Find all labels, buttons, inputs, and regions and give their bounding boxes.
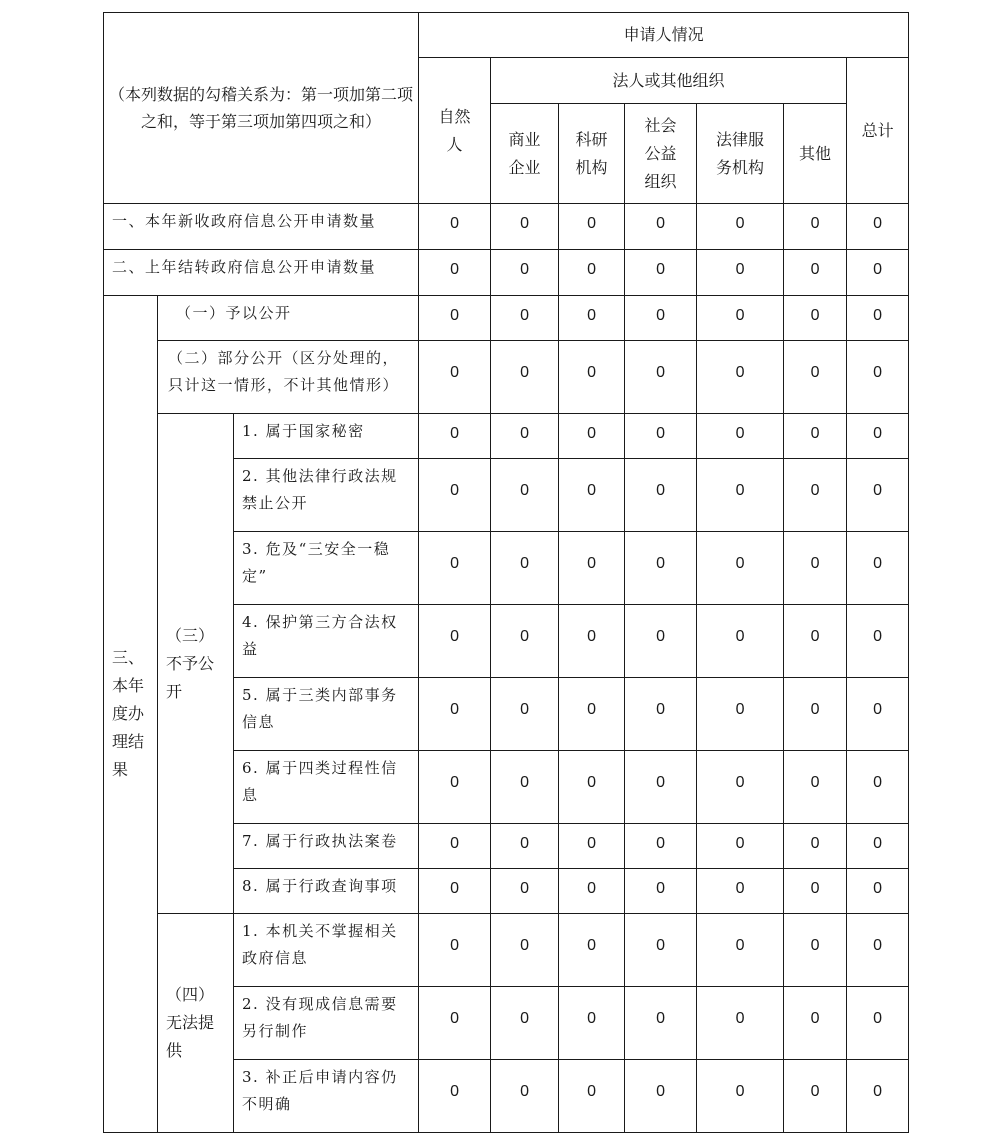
row-label: 二、上年结转政府信息公开申请数量 — [104, 250, 419, 296]
cell-other: 0 — [784, 605, 847, 678]
cell-social-welfare: 0 — [625, 987, 697, 1060]
social-welfare-org-label: 社会公益组织 — [644, 115, 677, 191]
cell-social-welfare: 0 — [625, 605, 697, 678]
cell-other: 0 — [784, 1060, 847, 1133]
cell-legal-service: 0 — [697, 532, 784, 605]
cell-social-welfare: 0 — [625, 296, 697, 341]
natural-person-label: 自然人 — [438, 106, 471, 154]
cell-total: 0 — [847, 605, 909, 678]
group-3-label — [158, 414, 234, 914]
cell-commercial: 0 — [491, 678, 559, 751]
row-label: 3. 补正后申请内容仍不明确 — [234, 1060, 419, 1133]
row-label: 6. 属于四类过程性信息 — [234, 751, 419, 824]
table-row — [104, 414, 909, 459]
cell-commercial: 0 — [491, 296, 559, 341]
cell-natural-person: 0 — [419, 459, 491, 532]
cell-social-welfare: 0 — [625, 532, 697, 605]
row-label: 1. 属于国家秘密 — [234, 414, 419, 459]
cell-natural-person: 0 — [419, 678, 491, 751]
cell-natural-person: 0 — [419, 869, 491, 914]
cell-other: 0 — [784, 824, 847, 869]
cell-social-welfare: 0 — [625, 459, 697, 532]
cell-commercial: 0 — [491, 532, 559, 605]
cell-other: 0 — [784, 341, 847, 414]
cell-research: 0 — [559, 296, 625, 341]
social-welfare-org-header — [625, 104, 697, 204]
cell-total: 0 — [847, 678, 909, 751]
cell-other: 0 — [784, 204, 847, 250]
row-label: 8. 属于行政查询事项 — [234, 869, 419, 914]
cell-research: 0 — [559, 1060, 625, 1133]
cell-commercial: 0 — [491, 605, 559, 678]
row-label: （二）部分公开（区分处理的，只计这一情形，不计其他情形） — [158, 341, 419, 414]
natural-person-header — [419, 58, 491, 204]
cell-commercial: 0 — [491, 459, 559, 532]
table-row — [104, 250, 909, 296]
cell-research: 0 — [559, 605, 625, 678]
cell-legal-service: 0 — [697, 914, 784, 987]
table-row — [104, 204, 909, 250]
cell-natural-person: 0 — [419, 296, 491, 341]
cell-total: 0 — [847, 869, 909, 914]
cell-natural-person: 0 — [419, 204, 491, 250]
cell-total: 0 — [847, 414, 909, 459]
cell-total: 0 — [847, 204, 909, 250]
cell-natural-person: 0 — [419, 605, 491, 678]
commercial-enterprise-label: 商业企业 — [508, 129, 541, 177]
cell-research: 0 — [559, 869, 625, 914]
cell-legal-service: 0 — [697, 605, 784, 678]
cell-other: 0 — [784, 678, 847, 751]
group-3-text: （三）不予公开 — [166, 625, 215, 701]
cell-other: 0 — [784, 869, 847, 914]
cell-commercial: 0 — [491, 824, 559, 869]
cell-natural-person: 0 — [419, 824, 491, 869]
cell-natural-person: 0 — [419, 751, 491, 824]
group-4-text: （四）无法提供 — [166, 985, 215, 1060]
cell-social-welfare: 0 — [625, 751, 697, 824]
cell-research: 0 — [559, 459, 625, 532]
cell-legal-service: 0 — [697, 414, 784, 459]
cell-other: 0 — [784, 296, 847, 341]
cell-legal-service: 0 — [697, 869, 784, 914]
cell-legal-service: 0 — [697, 987, 784, 1060]
cell-social-welfare: 0 — [625, 914, 697, 987]
column-note: （本列数据的勾稽关系为：第一项加第二项之和，等于第三项加第四项之和） — [104, 13, 419, 204]
table-row — [104, 914, 909, 987]
cell-research: 0 — [559, 204, 625, 250]
row-label: 2. 其他法律行政法规禁止公开 — [234, 459, 419, 532]
section-3-label — [104, 296, 158, 1133]
cell-social-welfare: 0 — [625, 869, 697, 914]
cell-commercial: 0 — [491, 987, 559, 1060]
cell-legal-service: 0 — [697, 341, 784, 414]
cell-legal-service: 0 — [697, 250, 784, 296]
other-header: 其他 — [784, 104, 847, 204]
row-label: 7. 属于行政执法案卷 — [234, 824, 419, 869]
cell-research: 0 — [559, 751, 625, 824]
cell-total: 0 — [847, 532, 909, 605]
cell-commercial: 0 — [491, 869, 559, 914]
cell-legal-service: 0 — [697, 296, 784, 341]
cell-social-welfare: 0 — [625, 341, 697, 414]
cell-social-welfare: 0 — [625, 678, 697, 751]
row-label: 3. 危及“三安全一稳定” — [234, 532, 419, 605]
row-label: 1. 本机关不掌握相关政府信息 — [234, 914, 419, 987]
cell-legal-service: 0 — [697, 751, 784, 824]
cell-natural-person: 0 — [419, 532, 491, 605]
cell-total: 0 — [847, 459, 909, 532]
cell-legal-service: 0 — [697, 824, 784, 869]
cell-natural-person: 0 — [419, 341, 491, 414]
cell-research: 0 — [559, 824, 625, 869]
cell-legal-service: 0 — [697, 678, 784, 751]
cell-commercial: 0 — [491, 414, 559, 459]
row-label: 一、本年新收政府信息公开申请数量 — [104, 204, 419, 250]
row-label: （一）予以公开 — [158, 296, 419, 341]
cell-social-welfare: 0 — [625, 204, 697, 250]
cell-commercial: 0 — [491, 751, 559, 824]
commercial-enterprise-header — [491, 104, 559, 204]
cell-research: 0 — [559, 250, 625, 296]
cell-commercial: 0 — [491, 914, 559, 987]
cell-natural-person: 0 — [419, 987, 491, 1060]
legal-service-org-label: 法律服务机构 — [716, 129, 765, 177]
group-4-label — [158, 914, 234, 1133]
row-label: 2. 没有现成信息需要另行制作 — [234, 987, 419, 1060]
cell-research: 0 — [559, 341, 625, 414]
government-info-disclosure-table — [103, 12, 909, 1133]
cell-research: 0 — [559, 914, 625, 987]
cell-other: 0 — [784, 751, 847, 824]
cell-commercial: 0 — [491, 204, 559, 250]
cell-other: 0 — [784, 459, 847, 532]
cell-total: 0 — [847, 751, 909, 824]
cell-legal-service: 0 — [697, 459, 784, 532]
cell-research: 0 — [559, 532, 625, 605]
cell-total: 0 — [847, 1060, 909, 1133]
cell-research: 0 — [559, 678, 625, 751]
cell-total: 0 — [847, 987, 909, 1060]
table-row — [104, 296, 909, 341]
cell-commercial: 0 — [491, 250, 559, 296]
cell-research: 0 — [559, 414, 625, 459]
cell-social-welfare: 0 — [625, 824, 697, 869]
cell-legal-service: 0 — [697, 1060, 784, 1133]
cell-research: 0 — [559, 987, 625, 1060]
cell-natural-person: 0 — [419, 250, 491, 296]
cell-social-welfare: 0 — [625, 250, 697, 296]
cell-legal-service: 0 — [697, 204, 784, 250]
cell-natural-person: 0 — [419, 414, 491, 459]
cell-commercial: 0 — [491, 341, 559, 414]
cell-total: 0 — [847, 341, 909, 414]
cell-total: 0 — [847, 250, 909, 296]
cell-social-welfare: 0 — [625, 1060, 697, 1133]
row-label: 4. 保护第三方合法权益 — [234, 605, 419, 678]
legal-service-org-header — [697, 104, 784, 204]
cell-total: 0 — [847, 824, 909, 869]
cell-other: 0 — [784, 914, 847, 987]
cell-natural-person: 0 — [419, 1060, 491, 1133]
table-row — [104, 341, 909, 414]
cell-other: 0 — [784, 987, 847, 1060]
row-label: 5. 属于三类内部事务信息 — [234, 678, 419, 751]
total-header: 总计 — [847, 58, 909, 204]
cell-total: 0 — [847, 914, 909, 987]
cell-commercial: 0 — [491, 1060, 559, 1133]
cell-total: 0 — [847, 296, 909, 341]
cell-other: 0 — [784, 250, 847, 296]
legal-or-other-org-header: 法人或其他组织 — [491, 58, 847, 104]
cell-other: 0 — [784, 414, 847, 459]
section-3-text: 三、本年度办理结果 — [112, 648, 145, 779]
cell-social-welfare: 0 — [625, 414, 697, 459]
applicant-situation-header: 申请人情况 — [419, 13, 909, 58]
research-institution-label: 科研机构 — [575, 129, 608, 177]
research-institution-header — [559, 104, 625, 204]
cell-natural-person: 0 — [419, 914, 491, 987]
cell-other: 0 — [784, 532, 847, 605]
